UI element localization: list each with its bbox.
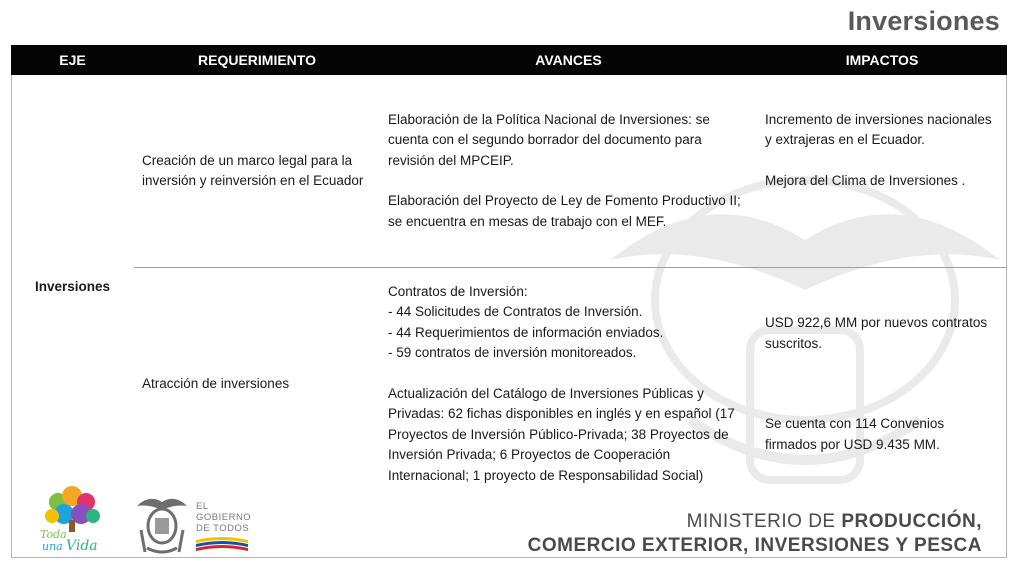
ministry-line1-bold: PRODUCCIÓN, [841,511,982,532]
eje-cell: Inversiones [34,279,111,295]
header-requerimiento: REQUERIMIENTO [134,45,380,75]
avance-item: - 59 contratos de inversión monitoreados. [388,345,637,361]
impacto-text: Se cuenta con 114 Convenios firmados por USD 9.435 MM. [765,416,945,452]
requerimiento-cell [134,268,380,501]
table-header-row [11,45,1007,75]
impactos-cell [757,268,1007,501]
header-impactos: IMPACTOS [757,45,1007,75]
requerimiento-text: Creación de un marco legal para la inversión y reinversión en el Ecuador [142,152,364,188]
header-eje: EJE [11,45,134,75]
investments-table [11,45,1007,500]
toda-una-vida-tree-logo [36,484,108,558]
requerimiento-cell [134,75,380,268]
avance-text: Elaboración del Proyecto de Ley de Fomento Productivo II; se encuentra en mesas de trabajo con el MEF. [388,193,741,229]
avance-text: Elaboración de la Política Nacional de Inversiones: se cuenta con el segundo borrador del documento para revisión del MPCEIP. [388,111,710,168]
avance-item: - 44 Requerimientos de información enviados. [388,324,664,340]
ministry-line2: COMERCIO EXTERIOR, INVERSIONES Y PESCA [527,535,982,556]
page-title: Inversiones [847,6,1000,36]
avances-cell [380,75,757,268]
logo-word: una [42,540,63,553]
logo-word: Toda [40,528,67,541]
avance-text: Actualización del Catálogo de Inversiones Públicas y Privadas: 62 fichas disponibles en inglés y en español (17 Proyectos de Inversión Público-Privada; 38 Proyectos de Inversión Privada; 6 Proyectos de Cooperación Internacional; 1 proyecto de Responsabilidad Social) [388,385,735,483]
avance-item: - 44 Solicitudes de Contratos de Inversión. [388,304,643,320]
ministry-logotype [528,510,982,558]
gobierno-line: DE TODOS [196,523,250,534]
avance-heading: Contratos de Inversión: [388,283,528,299]
impacto-text: Mejora del Clima de Inversiones . [765,172,966,188]
gobierno-line: EL [196,501,209,512]
impactos-cell [757,75,1007,268]
gobierno-stripes-icon [196,536,248,552]
impacto-text: USD 922,6 MM por nuevos contratos suscritos. [765,315,988,351]
logo-word: Vida [66,538,98,554]
requerimiento-text: Atracción de inversiones [142,375,290,391]
table-row [11,268,1007,501]
table-row [11,75,1007,268]
ecuador-coat-of-arms-icon [133,490,191,556]
avances-cell [380,268,757,501]
impacto-text: Incremento de inversiones nacionales y extrajeras en el Ecuador. [765,111,992,148]
gobierno-line: GOBIERNO [196,512,252,523]
ministry-line1-regular: MINISTERIO DE [686,511,842,532]
header-avances: AVANCES [380,45,757,75]
gobierno-logo-text [196,501,251,534]
